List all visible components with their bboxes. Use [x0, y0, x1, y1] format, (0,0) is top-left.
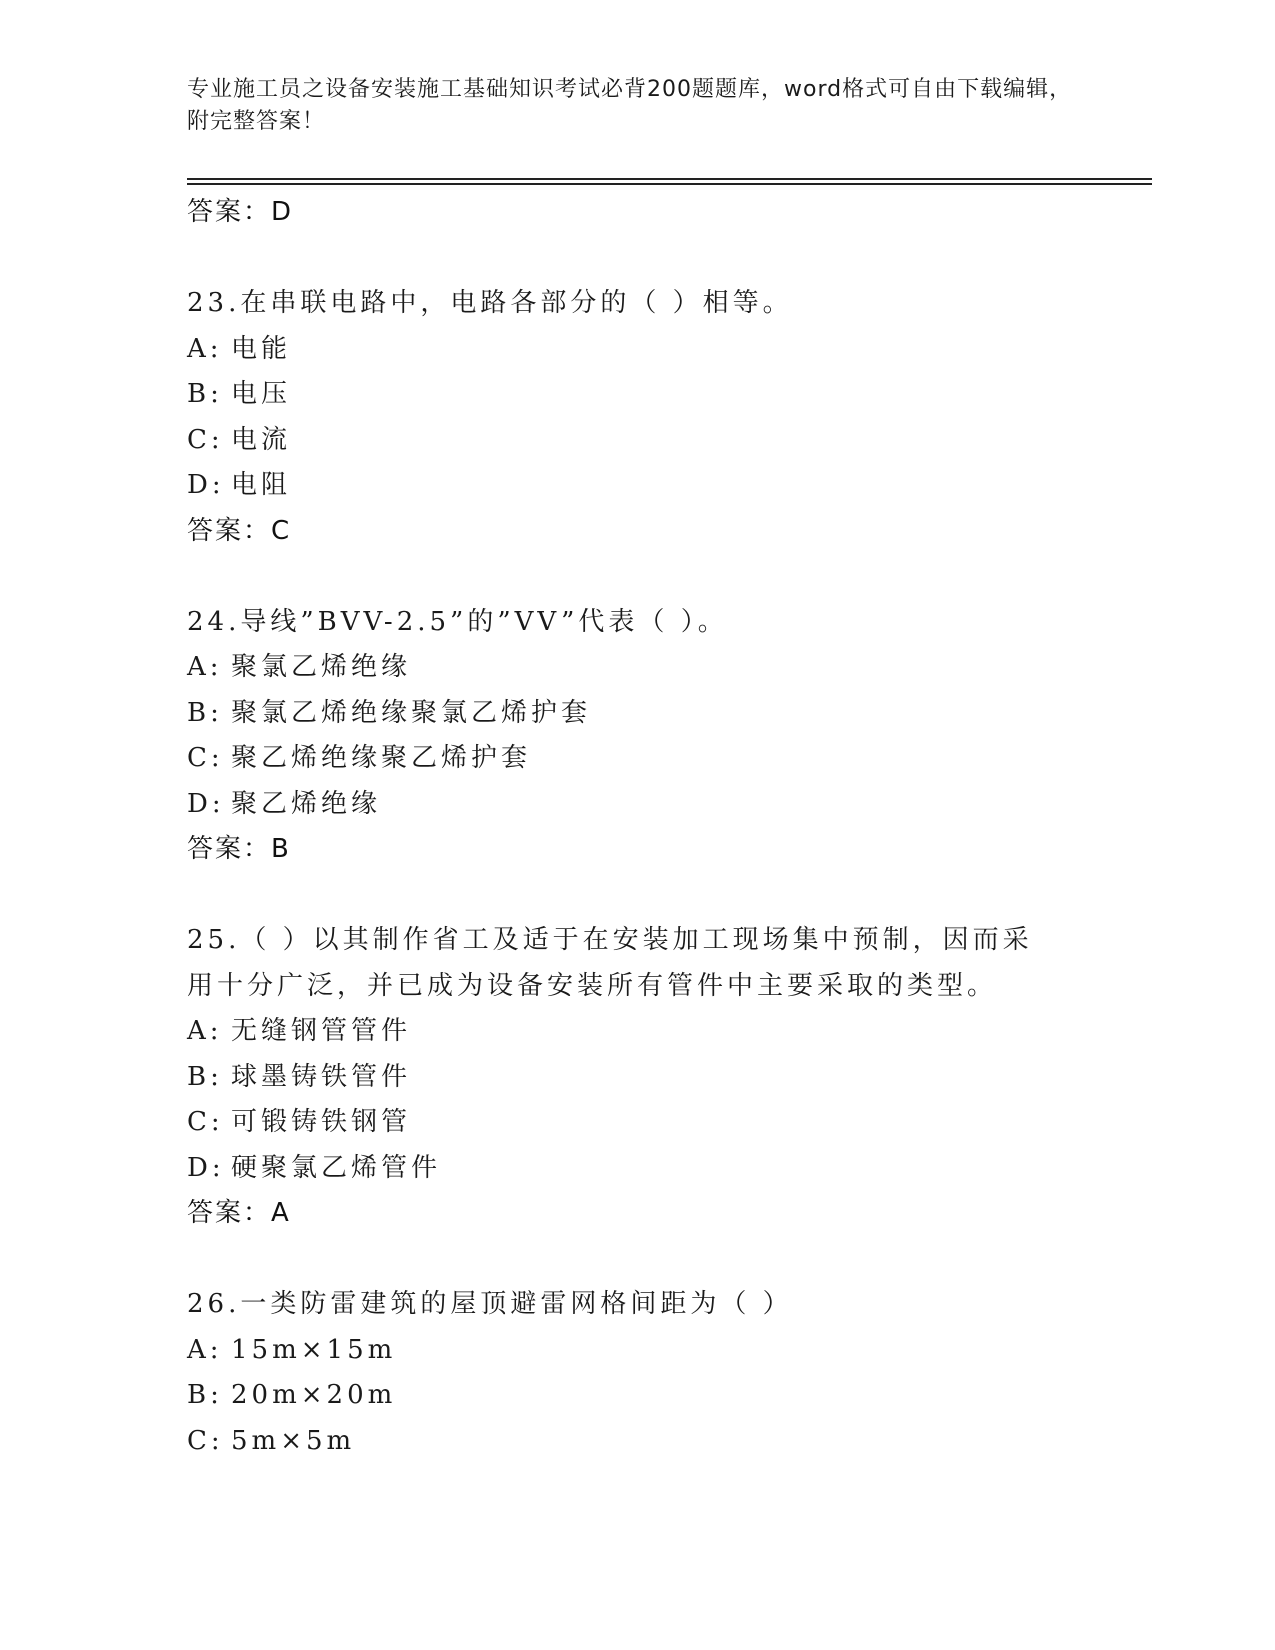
- option-label: B:: [187, 1061, 223, 1092]
- option-label: C:: [187, 1107, 224, 1137]
- header-rule-top: [187, 178, 1152, 180]
- option-label: C:: [187, 1425, 224, 1456]
- spacer: [187, 236, 1087, 282]
- question-block: [187, 600, 1087, 873]
- document-header: 专业施工员之设备安装施工基础知识考试必背200题题库，word格式可自由下载编辑，附完整答案！: [187, 77, 1073, 134]
- question-content: [187, 190, 1087, 1464]
- option-label: D:: [187, 470, 225, 500]
- prev-answer: 答案：D: [187, 197, 294, 227]
- option-d: [187, 782, 1087, 828]
- option-text: 电阻: [231, 470, 292, 500]
- option-label: D:: [187, 788, 225, 819]
- answer: 答案：C: [187, 515, 292, 546]
- option-text: 电流: [231, 424, 292, 455]
- spacer: [187, 1237, 1087, 1283]
- option-label: A:: [187, 652, 223, 682]
- option-c: [187, 1100, 1087, 1146]
- option-label: B:: [187, 1380, 223, 1410]
- question-stem: 25.（ ）以其制作省工及适于在安装加工现场集中预制，因而采用十分广泛，并已成为设备安装所有管件中主要采取的类型。: [187, 925, 1033, 1001]
- question-block: [187, 281, 1087, 554]
- option-a: [187, 327, 1087, 373]
- option-a: [187, 1328, 1087, 1374]
- option-d: [187, 1146, 1087, 1192]
- option-label: B:: [187, 379, 223, 409]
- option-text: 聚乙烯绝缘聚乙烯护套: [231, 743, 532, 773]
- option-b: [187, 1055, 1087, 1101]
- question-stem: 23.在串联电路中，电路各部分的（ ）相等。: [187, 288, 793, 318]
- answer: 答案：B: [187, 834, 291, 864]
- option-label: D:: [187, 1152, 225, 1183]
- spacer: [187, 873, 1087, 919]
- option-text: 20m×20m: [231, 1380, 397, 1410]
- option-text: 可锻铸铁钢管: [231, 1107, 412, 1137]
- question-stem: 24.导线”BVV-2.5”的”VV”代表（ ）。: [187, 606, 728, 637]
- option-a: [187, 1009, 1087, 1055]
- header-rule-bottom: [187, 183, 1152, 185]
- option-label: C:: [187, 743, 224, 773]
- option-text: 15m×15m: [231, 1334, 397, 1365]
- option-text: 电能: [231, 333, 292, 364]
- option-b: [187, 691, 1087, 737]
- option-text: 聚氯乙烯绝缘: [231, 652, 412, 682]
- answer: 答案：A: [187, 1198, 291, 1228]
- option-text: 球墨铸铁管件: [231, 1061, 412, 1092]
- option-c: [187, 418, 1087, 464]
- question-block: [187, 1282, 1087, 1464]
- question-block: [187, 918, 1087, 1237]
- question-stem: 26.一类防雷建筑的屋顶避雷网格间距为（ ）: [187, 1289, 793, 1319]
- option-label: A:: [187, 333, 223, 364]
- option-text: 聚氯乙烯绝缘聚氯乙烯护套: [231, 697, 592, 728]
- option-label: A:: [187, 1016, 223, 1046]
- option-text: 无缝钢管管件: [231, 1016, 412, 1046]
- option-label: A:: [187, 1334, 223, 1365]
- option-text: 聚乙烯绝缘: [231, 788, 382, 819]
- option-label: B:: [187, 697, 223, 728]
- option-text: 电压: [231, 379, 292, 409]
- option-d: [187, 463, 1087, 509]
- option-b: [187, 372, 1087, 418]
- option-text: 硬聚氯乙烯管件: [231, 1152, 442, 1183]
- option-c: [187, 736, 1087, 782]
- option-label: C:: [187, 424, 224, 455]
- spacer: [187, 554, 1087, 600]
- option-text: 5m×5m: [231, 1425, 356, 1456]
- option-c: [187, 1419, 1087, 1465]
- option-a: [187, 645, 1087, 691]
- option-b: [187, 1373, 1087, 1419]
